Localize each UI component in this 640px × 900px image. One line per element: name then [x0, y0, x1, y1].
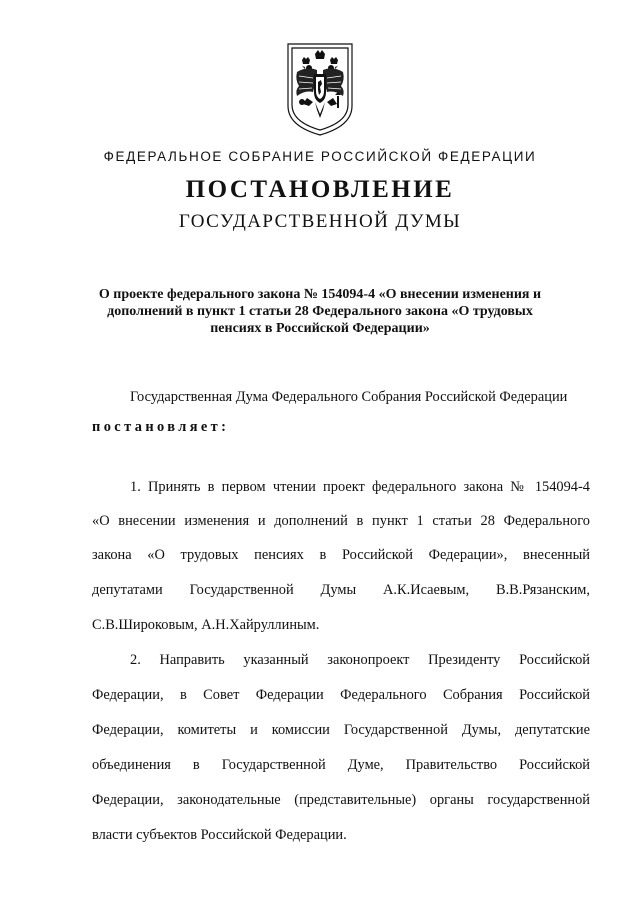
item2-line: Федерации, законодательные (представительные) органы государственной: [92, 792, 590, 808]
item1-line: депутатами Государственной Думы А.К.Исаевым, В.В.Рязанским,: [92, 582, 590, 598]
item2-line: Федерации, в Совет Федерации Федерального Собрания Российской: [92, 687, 590, 703]
preamble-text: Государственная Дума Федерального Собрания Российской Федерации: [130, 389, 568, 405]
item1-line: «О внесении изменения и дополнений в пункт 1 статьи 28 Федерального: [92, 513, 590, 529]
item1-line: закона «О трудовых пенсиях в Российской Федерации», внесенный: [92, 547, 590, 563]
russian-coat-of-arms-icon: [285, 40, 355, 138]
doc-issuer-heading: ГОСУДАРСТВЕННОЙ ДУМЫ: [178, 211, 462, 232]
item1-line: 1. Принять в первом чтении проект федерального закона № 154094-4: [130, 479, 590, 495]
coat-of-arms-emblem: [285, 40, 355, 138]
title-line: дополнений в пункт 1 статьи 28 Федерального закона «О трудовых: [107, 304, 533, 319]
item2-line: Федерации, комитеты и комиссии Государственной Думы, депутатские: [92, 722, 590, 738]
decree-word: постановляет:: [92, 419, 230, 435]
document-title: [90, 286, 550, 337]
item2-line: 2. Направить указанный законопроект Президенту Российской: [130, 652, 590, 668]
item2-line: объединения в Государственной Думе, Правительство Российской: [92, 757, 590, 773]
org-name: ФЕДЕРАЛЬНОЕ СОБРАНИЕ РОССИЙСКОЙ ФЕДЕРАЦИИ: [103, 149, 537, 164]
item1-line: С.В.Широковым, А.Н.Хайруллиным.: [92, 617, 320, 633]
title-line: О проекте федерального закона № 154094-4 «О внесении изменения и: [98, 287, 542, 302]
title-line: пенсиях в Российской Федерации»: [210, 321, 430, 336]
item2-line: власти субъектов Российской Федерации.: [92, 827, 347, 843]
doc-type-heading: ПОСТАНОВЛЕНИЕ: [185, 176, 455, 203]
